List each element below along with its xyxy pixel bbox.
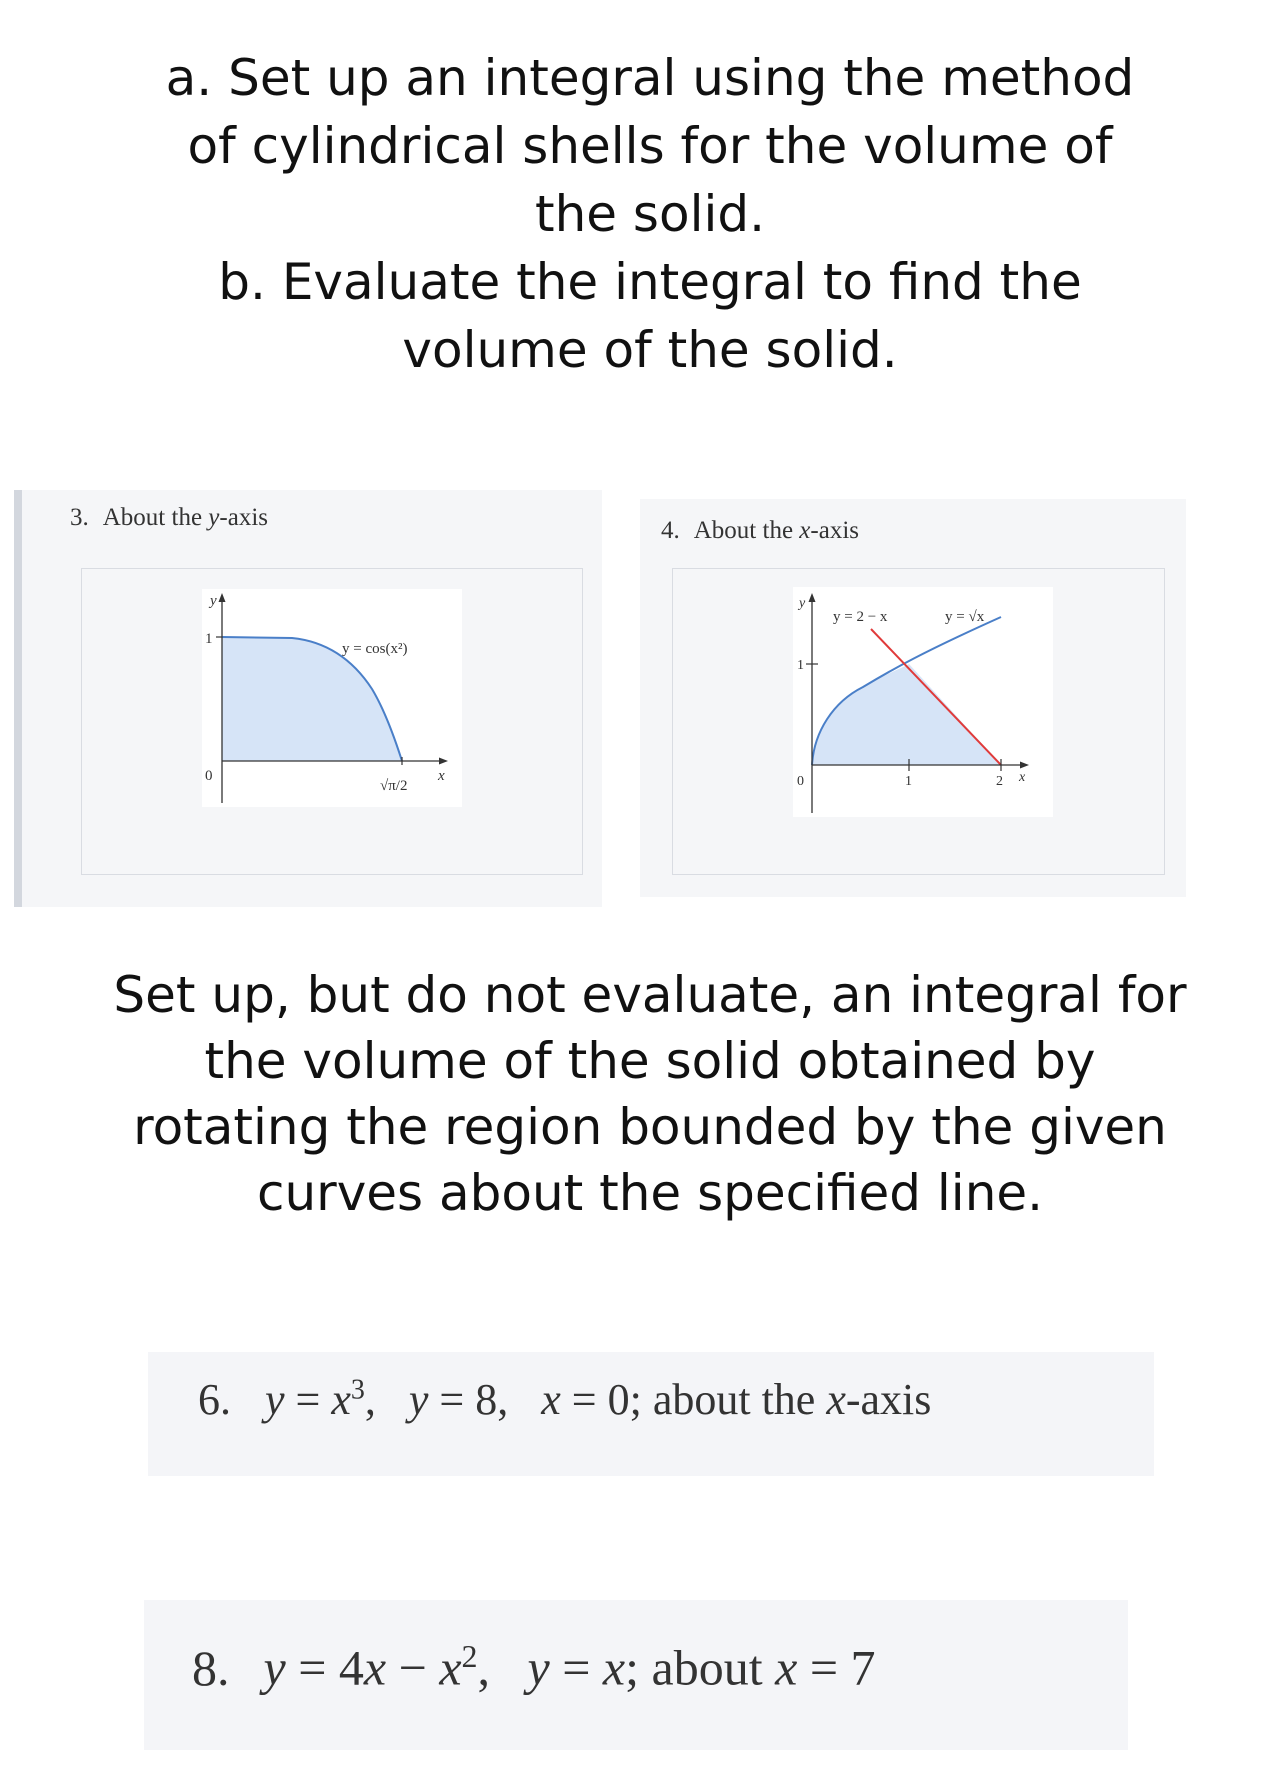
- x-axis-label: x: [1019, 770, 1026, 785]
- math-text: ,: [364, 1375, 409, 1424]
- line-label: y = 2 − x: [833, 609, 888, 625]
- tick-label-x2: 2: [996, 774, 1003, 789]
- title-text: About the: [693, 517, 800, 544]
- title-variable: x: [799, 517, 811, 544]
- y-axis-label: y: [799, 596, 806, 611]
- tick-label-origin: 0: [797, 774, 804, 789]
- x-end-label: √π/2: [380, 778, 408, 794]
- exercise-number: 3.: [70, 504, 89, 531]
- x-axis-arrow: [439, 758, 448, 765]
- exercise-4-graph: [793, 587, 1053, 817]
- math-var: x: [363, 1639, 387, 1696]
- math-text: = 0; about the: [560, 1375, 827, 1424]
- exercise-3-card: [14, 490, 602, 907]
- math-var: x: [775, 1639, 798, 1696]
- math-text: ,: [477, 1639, 528, 1696]
- math-exponent: 2: [461, 1638, 478, 1674]
- title-variable: y: [208, 504, 220, 531]
- heading-line: of cylindrical shells for the volume of: [187, 117, 1113, 175]
- problem-8-statement: [192, 1638, 876, 1697]
- tick-label-1: 1: [205, 631, 213, 647]
- exercise-4-graph-frame: [672, 568, 1165, 875]
- tick-label-origin: 0: [205, 768, 213, 784]
- math-var: x: [439, 1639, 462, 1696]
- instructions-heading: [100, 44, 1200, 384]
- x-axis-arrow: [1020, 762, 1029, 769]
- exercise-4-title: [661, 517, 859, 545]
- math-var: y: [527, 1639, 550, 1696]
- exercise-number: 4.: [661, 517, 680, 544]
- math-var: x: [602, 1639, 626, 1696]
- y-axis-arrow: [219, 593, 226, 602]
- card-accent-bar: [14, 490, 22, 907]
- problem-6-card: [148, 1352, 1154, 1476]
- exercise-3-graph: [202, 589, 462, 807]
- heading-line: the volume of the solid obtained by: [204, 1032, 1096, 1090]
- tick-label-y1: 1: [797, 658, 804, 673]
- exercise-3-graph-frame: [81, 568, 583, 875]
- math-var: x: [826, 1375, 846, 1424]
- math-text: = 8,: [428, 1375, 542, 1424]
- math-exponent: 3: [350, 1374, 365, 1406]
- math-text: -axis: [845, 1375, 932, 1424]
- exercise-3-title: [70, 504, 268, 532]
- heading-line: Set up, but do not evaluate, an integral for: [113, 966, 1187, 1024]
- problem-number: 8.: [192, 1639, 230, 1696]
- math-var: y: [265, 1375, 285, 1424]
- shaded-region: [812, 664, 1001, 765]
- instructions-heading-2: [100, 962, 1200, 1226]
- title-text: About the: [102, 504, 209, 531]
- heading-line: volume of the solid.: [402, 321, 898, 379]
- tick-label-x1: 1: [905, 774, 912, 789]
- problem-number: 6.: [198, 1375, 231, 1424]
- math-text: = 7: [797, 1639, 876, 1696]
- title-text: -axis: [219, 504, 269, 531]
- y-axis-label: y: [210, 593, 217, 609]
- math-text: =: [284, 1375, 332, 1424]
- x-axis-label: x: [438, 768, 445, 784]
- heading-line: a. Set up an integral using the method: [165, 49, 1135, 107]
- y-axis-arrow: [809, 593, 816, 602]
- curve-label: y = cos(x²): [342, 641, 408, 657]
- heading-line: curves about the specified line.: [256, 1164, 1044, 1222]
- math-var: x: [331, 1375, 351, 1424]
- math-text: = 4: [285, 1639, 364, 1696]
- title-text: -axis: [810, 517, 860, 544]
- problem-6-statement: [198, 1374, 931, 1425]
- math-text: =: [549, 1639, 603, 1696]
- math-var: y: [263, 1639, 286, 1696]
- heading-line: b. Evaluate the integral to find the: [218, 253, 1082, 311]
- math-text: −: [386, 1639, 440, 1696]
- problem-8-card: [144, 1600, 1128, 1750]
- math-var: x: [541, 1375, 561, 1424]
- math-var: y: [408, 1375, 429, 1424]
- heading-line: the solid.: [534, 185, 765, 243]
- heading-line: rotating the region bounded by the given: [133, 1098, 1167, 1156]
- curve-label: y = √x: [945, 609, 985, 625]
- math-text: ; about: [625, 1639, 776, 1696]
- exercise-4-card: [640, 499, 1186, 897]
